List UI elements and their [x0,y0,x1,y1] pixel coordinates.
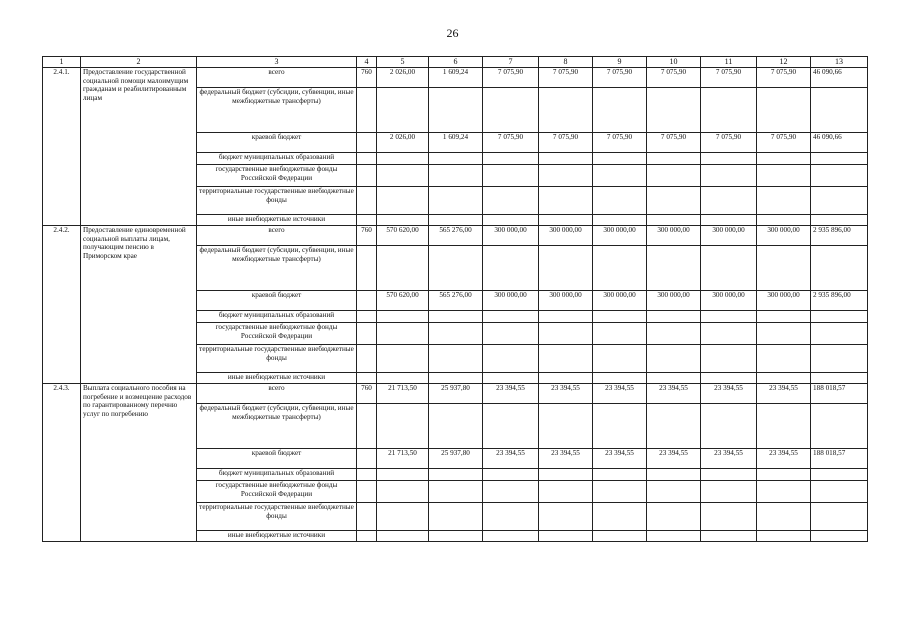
value-cell: 21 713,50 [377,384,429,404]
value-cell [757,153,811,165]
value-cell [647,531,701,542]
value-cell: 2 935 896,00 [811,226,868,246]
value-cell: 23 394,55 [593,449,647,469]
value-cell [811,165,868,187]
value-cell [593,469,647,481]
value-cell: 300 000,00 [701,291,757,311]
value-cell [377,246,429,291]
value-cell [701,404,757,449]
value-cell [701,187,757,215]
value-cell: 300 000,00 [757,291,811,311]
value-cell: 300 000,00 [593,226,647,246]
value-cell: 7 075,90 [701,133,757,153]
value-cell: 7 075,90 [483,68,539,88]
value-cell: 7 075,90 [757,133,811,153]
value-cell [429,481,483,503]
value-cell [377,531,429,542]
value-cell [539,311,593,323]
value-cell [593,481,647,503]
funding-source: федеральный бюджет (субсидии, субвенции, иные межбюджетные трансферты) [197,404,357,449]
value-cell [483,187,539,215]
value-cell [429,503,483,531]
value-cell: 23 394,55 [647,384,701,404]
value-cell [483,481,539,503]
value-cell: 23 394,55 [757,384,811,404]
value-cell: 46 090,66 [811,133,868,153]
value-cell [811,469,868,481]
value-cell [429,373,483,384]
value-cell [701,481,757,503]
funding-source: краевой бюджет [197,133,357,153]
value-cell [429,531,483,542]
budget-code [357,311,377,323]
budget-code [357,165,377,187]
table-row [43,68,868,88]
value-cell [483,153,539,165]
value-cell: 7 075,90 [593,133,647,153]
value-cell [811,215,868,226]
budget-code [357,323,377,345]
value-cell [593,88,647,133]
value-cell [647,404,701,449]
value-cell: 2 026,00 [377,68,429,88]
value-cell [483,345,539,373]
funding-source: всего [197,68,357,88]
value-cell [811,246,868,291]
value-cell [377,88,429,133]
value-cell: 46 090,66 [811,68,868,88]
value-cell [539,469,593,481]
value-cell [757,345,811,373]
value-cell [539,503,593,531]
funding-source: всего [197,384,357,404]
value-cell: 1 609,24 [429,68,483,88]
budget-code [357,345,377,373]
column-header: 12 [757,57,811,68]
value-cell: 23 394,55 [757,449,811,469]
value-cell: 1 609,24 [429,133,483,153]
value-cell [539,531,593,542]
value-cell: 7 075,90 [647,133,701,153]
value-cell [757,404,811,449]
value-cell [647,469,701,481]
funding-source: государственные внебюджетные фонды Российской Федерации [197,481,357,503]
column-header: 2 [81,57,197,68]
value-cell [377,503,429,531]
funding-source: территориальные государственные внебюджетные фонды [197,187,357,215]
value-cell [593,323,647,345]
value-cell [757,165,811,187]
value-cell: 565 276,00 [429,291,483,311]
value-cell [647,88,701,133]
value-cell [757,311,811,323]
value-cell: 7 075,90 [647,68,701,88]
section-description: Предоставление единовременной социальной выплаты лицам, получающим пенсию в Приморском крае [81,226,197,384]
value-cell [593,187,647,215]
value-cell [701,88,757,133]
value-cell [429,404,483,449]
value-cell [811,187,868,215]
value-cell [483,531,539,542]
value-cell: 300 000,00 [647,291,701,311]
budget-code [357,404,377,449]
funding-source: территориальные государственные внебюджетные фонды [197,503,357,531]
value-cell [539,165,593,187]
section-description: Выплата социального пособия на погребение и возмещение расходов по гарантированному перечню услуг по погребению [81,384,197,542]
value-cell [539,323,593,345]
value-cell: 7 075,90 [483,133,539,153]
value-cell [429,469,483,481]
value-cell [757,215,811,226]
column-header: 5 [377,57,429,68]
budget-table [42,56,868,542]
value-cell [377,153,429,165]
value-cell [483,503,539,531]
value-cell [811,531,868,542]
value-cell [483,373,539,384]
budget-code [357,469,377,481]
value-cell: 300 000,00 [593,291,647,311]
funding-source: территориальные государственные внебюджетные фонды [197,345,357,373]
column-header: 8 [539,57,593,68]
value-cell: 300 000,00 [647,226,701,246]
value-cell [757,88,811,133]
value-cell: 565 276,00 [429,226,483,246]
value-cell [539,404,593,449]
value-cell [647,503,701,531]
funding-source: иные внебюджетные источники [197,215,357,226]
budget-code [357,373,377,384]
value-cell [429,153,483,165]
value-cell [377,345,429,373]
budget-code [357,133,377,153]
value-cell [701,503,757,531]
funding-source: бюджет муниципальных образований [197,153,357,165]
value-cell [757,531,811,542]
value-cell [701,323,757,345]
section-description: Предоставление государственной социальной помощи малоимущим гражданам и реабилитированным лицам [81,68,197,226]
value-cell: 25 937,80 [429,384,483,404]
value-cell [483,469,539,481]
value-cell [647,187,701,215]
value-cell [539,187,593,215]
funding-source: иные внебюджетные источники [197,531,357,542]
value-cell [647,323,701,345]
value-cell: 188 018,57 [811,384,868,404]
budget-code [357,481,377,503]
value-cell [377,323,429,345]
value-cell: 23 394,55 [647,449,701,469]
value-cell: 300 000,00 [757,226,811,246]
column-header: 7 [483,57,539,68]
value-cell [811,481,868,503]
value-cell: 300 000,00 [483,291,539,311]
section-number: 2.4.1. [43,68,81,226]
value-cell: 23 394,55 [539,449,593,469]
value-cell [757,481,811,503]
value-cell [593,215,647,226]
value-cell [593,373,647,384]
value-cell [539,373,593,384]
value-cell: 7 075,90 [593,68,647,88]
value-cell [811,503,868,531]
value-cell [429,215,483,226]
value-cell: 23 394,55 [483,449,539,469]
value-cell [647,311,701,323]
value-cell [757,187,811,215]
column-header: 6 [429,57,483,68]
value-cell: 23 394,55 [701,384,757,404]
value-cell [757,469,811,481]
value-cell [539,481,593,503]
budget-code [357,246,377,291]
value-cell [647,246,701,291]
value-cell [377,215,429,226]
funding-source: краевой бюджет [197,449,357,469]
value-cell [377,165,429,187]
value-cell [593,246,647,291]
value-cell: 21 713,50 [377,449,429,469]
value-cell: 7 075,90 [701,68,757,88]
value-cell [539,345,593,373]
value-cell [811,323,868,345]
page-number: 26 [446,26,459,40]
value-cell [593,153,647,165]
value-cell [757,323,811,345]
value-cell: 2 026,00 [377,133,429,153]
budget-code [357,215,377,226]
value-cell [377,481,429,503]
value-cell [701,373,757,384]
value-cell [429,165,483,187]
table-row [43,384,868,404]
value-cell [647,481,701,503]
budget-code: 760 [357,384,377,404]
funding-source: бюджет муниципальных образований [197,469,357,481]
funding-source: всего [197,226,357,246]
value-cell: 23 394,55 [539,384,593,404]
budget-code [357,531,377,542]
value-cell [701,165,757,187]
value-cell: 23 394,55 [701,449,757,469]
value-cell: 7 075,90 [539,133,593,153]
value-cell [593,404,647,449]
column-header: 13 [811,57,868,68]
value-cell [539,88,593,133]
value-cell [429,323,483,345]
value-cell [429,246,483,291]
value-cell [593,165,647,187]
table-row [43,226,868,246]
value-cell [701,246,757,291]
value-cell [647,153,701,165]
funding-source: бюджет муниципальных образований [197,311,357,323]
value-cell: 23 394,55 [483,384,539,404]
funding-source: государственные внебюджетные фонды Российской Федерации [197,323,357,345]
column-header: 11 [701,57,757,68]
value-cell [647,373,701,384]
value-cell: 300 000,00 [483,226,539,246]
value-cell [811,88,868,133]
value-cell: 300 000,00 [539,291,593,311]
value-cell [811,311,868,323]
value-cell: 300 000,00 [539,226,593,246]
value-cell [483,323,539,345]
value-cell [483,311,539,323]
value-cell: 7 075,90 [757,68,811,88]
funding-source: федеральный бюджет (субсидии, субвенции, иные межбюджетные трансферты) [197,88,357,133]
value-cell [647,215,701,226]
value-cell [539,215,593,226]
budget-code [357,449,377,469]
value-cell [593,503,647,531]
value-cell: 300 000,00 [701,226,757,246]
value-cell [701,153,757,165]
column-header: 1 [43,57,81,68]
value-cell: 7 075,90 [539,68,593,88]
value-cell: 188 018,57 [811,449,868,469]
value-cell [593,311,647,323]
header-row [43,57,868,68]
value-cell [701,531,757,542]
value-cell [647,345,701,373]
value-cell [483,246,539,291]
value-cell: 2 935 896,00 [811,291,868,311]
value-cell [701,215,757,226]
value-cell [757,373,811,384]
value-cell [811,153,868,165]
budget-code [357,503,377,531]
value-cell [593,531,647,542]
value-cell [377,469,429,481]
funding-source: федеральный бюджет (субсидии, субвенции, иные межбюджетные трансферты) [197,246,357,291]
column-header: 4 [357,57,377,68]
budget-code [357,88,377,133]
budget-code: 760 [357,68,377,88]
value-cell [811,345,868,373]
value-cell: 570 620,00 [377,226,429,246]
budget-code [357,291,377,311]
value-cell [701,311,757,323]
value-cell [429,311,483,323]
value-cell [701,345,757,373]
funding-source: краевой бюджет [197,291,357,311]
value-cell [377,373,429,384]
value-cell [429,345,483,373]
budget-code [357,153,377,165]
budget-code: 760 [357,226,377,246]
value-cell [377,404,429,449]
value-cell [811,404,868,449]
funding-source: государственные внебюджетные фонды Российской Федерации [197,165,357,187]
value-cell [701,469,757,481]
value-cell [377,187,429,215]
table-body [43,68,868,542]
value-cell [483,165,539,187]
value-cell: 570 620,00 [377,291,429,311]
budget-code [357,187,377,215]
column-header: 10 [647,57,701,68]
value-cell [757,246,811,291]
column-header: 9 [593,57,647,68]
value-cell [593,345,647,373]
value-cell [429,187,483,215]
value-cell [483,88,539,133]
section-number: 2.4.3. [43,384,81,542]
column-header: 3 [197,57,357,68]
value-cell [647,165,701,187]
value-cell [483,215,539,226]
value-cell [539,246,593,291]
value-cell [429,88,483,133]
value-cell [539,153,593,165]
value-cell: 25 937,80 [429,449,483,469]
funding-source: иные внебюджетные источники [197,373,357,384]
value-cell [377,311,429,323]
value-cell [811,373,868,384]
value-cell [483,404,539,449]
value-cell: 23 394,55 [593,384,647,404]
section-number: 2.4.2. [43,226,81,384]
value-cell [757,503,811,531]
